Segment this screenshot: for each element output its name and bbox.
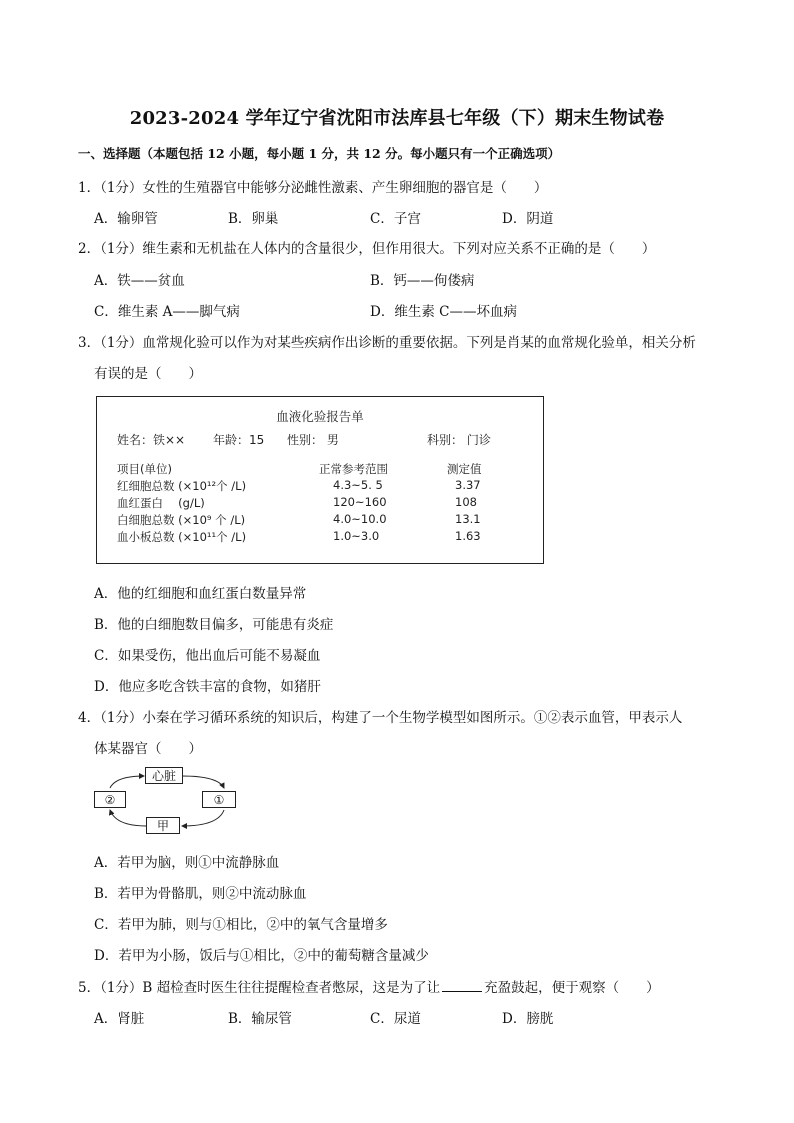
q2-option-b: B．钙——佝偻病 (370, 273, 475, 289)
question-4-stem-line1: 4．（1分）小秦在学习循环系统的知识后，构建了一个生物学模型如图所示。①②表示血管，甲表示人 (78, 710, 683, 726)
report-row-range: 120~160 (333, 495, 387, 509)
question-3-stem-line1: 3．（1分）血常规化验可以作为对某些疾病作出诊断的重要依据。下列是肖某的血常规化验单，相关分析 (78, 335, 696, 351)
report-row-value: 108 (455, 495, 477, 509)
q3-option-d: D．他应多吃含铁丰富的食物，如猪肝 (94, 679, 321, 695)
question-5-stem (78, 976, 660, 996)
report-row-item: 血小板总数 (×10¹¹个 /L) (117, 530, 247, 544)
q4-option-a: A．若甲为脑，则①中流静脉血 (94, 855, 280, 871)
q2-option-d: D．维生素 C——坏血病 (370, 304, 517, 320)
report-age: 年龄：15 (213, 433, 265, 447)
report-row-range: 1.0~3.0 (333, 529, 380, 543)
q3-option-c: C．如果受伤，他出血后可能不易凝血 (94, 648, 321, 664)
q4-option-b: B．若甲为骨骼肌，则②中流动脉血 (94, 886, 307, 902)
report-name: 姓名：铁×× (117, 433, 186, 447)
q5-option-b: B．输尿管 (228, 1011, 292, 1027)
answer-blank (442, 979, 482, 992)
diagram-vessel-2-box: ② (94, 791, 126, 808)
report-dept: 科别： 门诊 (427, 433, 491, 447)
diagram-organ-box: 甲 (146, 817, 180, 834)
circulation-diagram (90, 762, 250, 840)
diagram-vessel-1-box: ① (202, 791, 236, 808)
q4-option-d: D．若甲为小肠，饭后与①相比，②中的葡萄糖含量减少 (94, 948, 429, 964)
question-2-stem: 2．（1分）维生素和无机盐在人体内的含量很少，但作用很大。下列对应关系不正确的是（ ） (78, 241, 656, 257)
q2-option-a: A．铁——贫血 (94, 273, 185, 289)
q5-option-d: D．膀胱 (502, 1011, 554, 1027)
report-row-item: 白细胞总数 (×10⁹ 个 /L) (117, 513, 246, 527)
report-title: 血液化验报告单 (276, 409, 364, 424)
question-5-stem-before: 5．（1分）B 超检查时医生往往提醒检查者憋尿，这是为了让 (78, 980, 441, 996)
report-sex: 性别： 男 (287, 433, 339, 447)
q1-option-c: C．子宫 (370, 211, 421, 227)
q4-option-c: C．若甲为肺，则与①相比，②中的氧气含量增多 (94, 917, 388, 933)
report-row-value: 1.63 (455, 529, 481, 543)
report-row-range: 4.3~5. 5 (333, 478, 383, 492)
q3-option-b: B．他的白细胞数目偏多，可能患有炎症 (94, 617, 334, 633)
question-4-stem-line2: 体某器官（ ） (94, 741, 202, 757)
diagram-heart-box: 心脏 (145, 767, 183, 784)
report-row-item: 红细胞总数 (×10¹²个 /L) (117, 479, 247, 493)
q1-option-b: B．卵巢 (228, 211, 279, 227)
page-title: 2023-2024 学年辽宁省沈阳市法库县七年级（下）期末生物试卷 (129, 108, 665, 129)
q1-option-d: D．阴道 (502, 211, 554, 227)
report-header-item: 项目(单位) (117, 462, 172, 476)
blood-test-report (96, 396, 544, 564)
report-row-range: 4.0~10.0 (333, 512, 387, 526)
q5-option-c: C．尿道 (370, 1011, 421, 1027)
report-header-range: 正常参考范围 (319, 462, 388, 476)
report-row-item: 血红蛋白 (g/L) (117, 496, 205, 510)
q2-option-c: C．维生素 A——脚气病 (94, 304, 240, 320)
report-header-value: 测定值 (447, 462, 482, 476)
question-1-stem: 1．（1分）女性的生殖器官中能够分泌雌性激素、产生卵细胞的器官是（ ） (78, 180, 548, 196)
question-5-stem-after: 充盈鼓起，便于观察（ ） (484, 980, 660, 996)
section-heading: 一、选择题（本题包括 12 小题，每小题 1 分，共 12 分。每小题只有一个正确选项） (78, 146, 561, 161)
q1-option-a: A．输卵管 (94, 211, 158, 227)
report-row-value: 3.37 (455, 478, 481, 492)
q3-option-a: A．他的红细胞和血红蛋白数量异常 (94, 586, 307, 602)
report-row-value: 13.1 (455, 512, 481, 526)
question-3-stem-line2: 有误的是（ ） (94, 366, 202, 382)
q5-option-a: A．肾脏 (94, 1011, 145, 1027)
